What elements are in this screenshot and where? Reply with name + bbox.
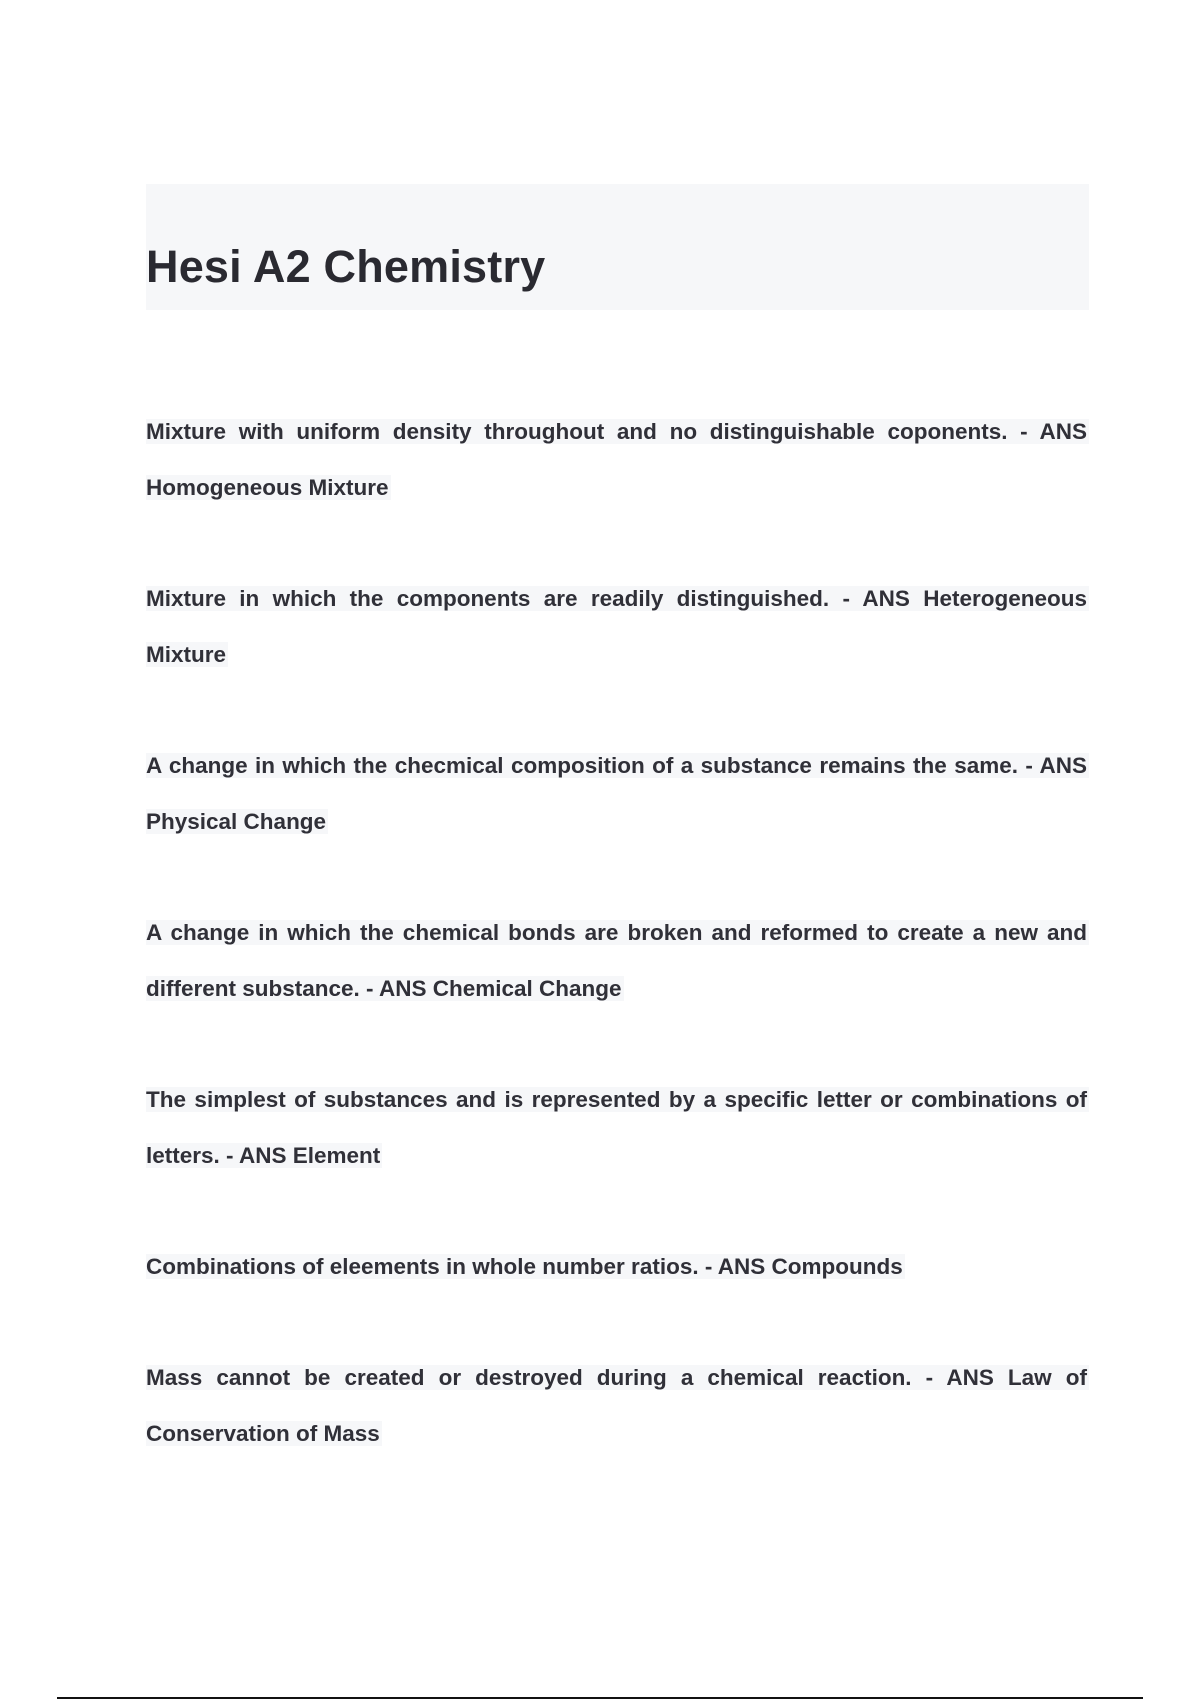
footer-divider [57,1697,1143,1699]
qa-item-5-text: The simplest of substances and is represented by a specific letter or combinations of letters. - ANS Element [146,1087,1087,1168]
qa-item-2-text: Mixture in which the components are readily distinguished. - ANS Heterogeneous Mixture [146,586,1087,667]
qa-item-3-text: A change in which the checmical composition of a substance remains the same. - ANS Physical Change [146,753,1087,834]
question-answer-list [146,404,1089,1517]
qa-item-7 [146,1350,1089,1462]
qa-item-7-text: Mass cannot be created or destroyed during a chemical reaction. - ANS Law of Conservation of Mass [146,1365,1087,1446]
qa-item-6 [146,1239,1089,1295]
qa-item-5 [146,1072,1089,1184]
qa-item-6-text: Combinations of eleements in whole number ratios. - ANS Compounds [146,1254,903,1279]
qa-item-4-text: A change in which the chemical bonds are broken and reformed to create a new and different substance. - ANS Chemical Change [146,920,1087,1001]
qa-item-2 [146,571,1089,683]
qa-item-3 [146,738,1089,850]
qa-item-4 [146,905,1089,1017]
document-title: Hesi A2 Chemistry [146,241,546,292]
qa-item-1 [146,404,1089,516]
qa-item-1-text: Mixture with uniform density throughout and no distinguishable coponents. - ANS Homogeneous Mixture [146,419,1087,500]
